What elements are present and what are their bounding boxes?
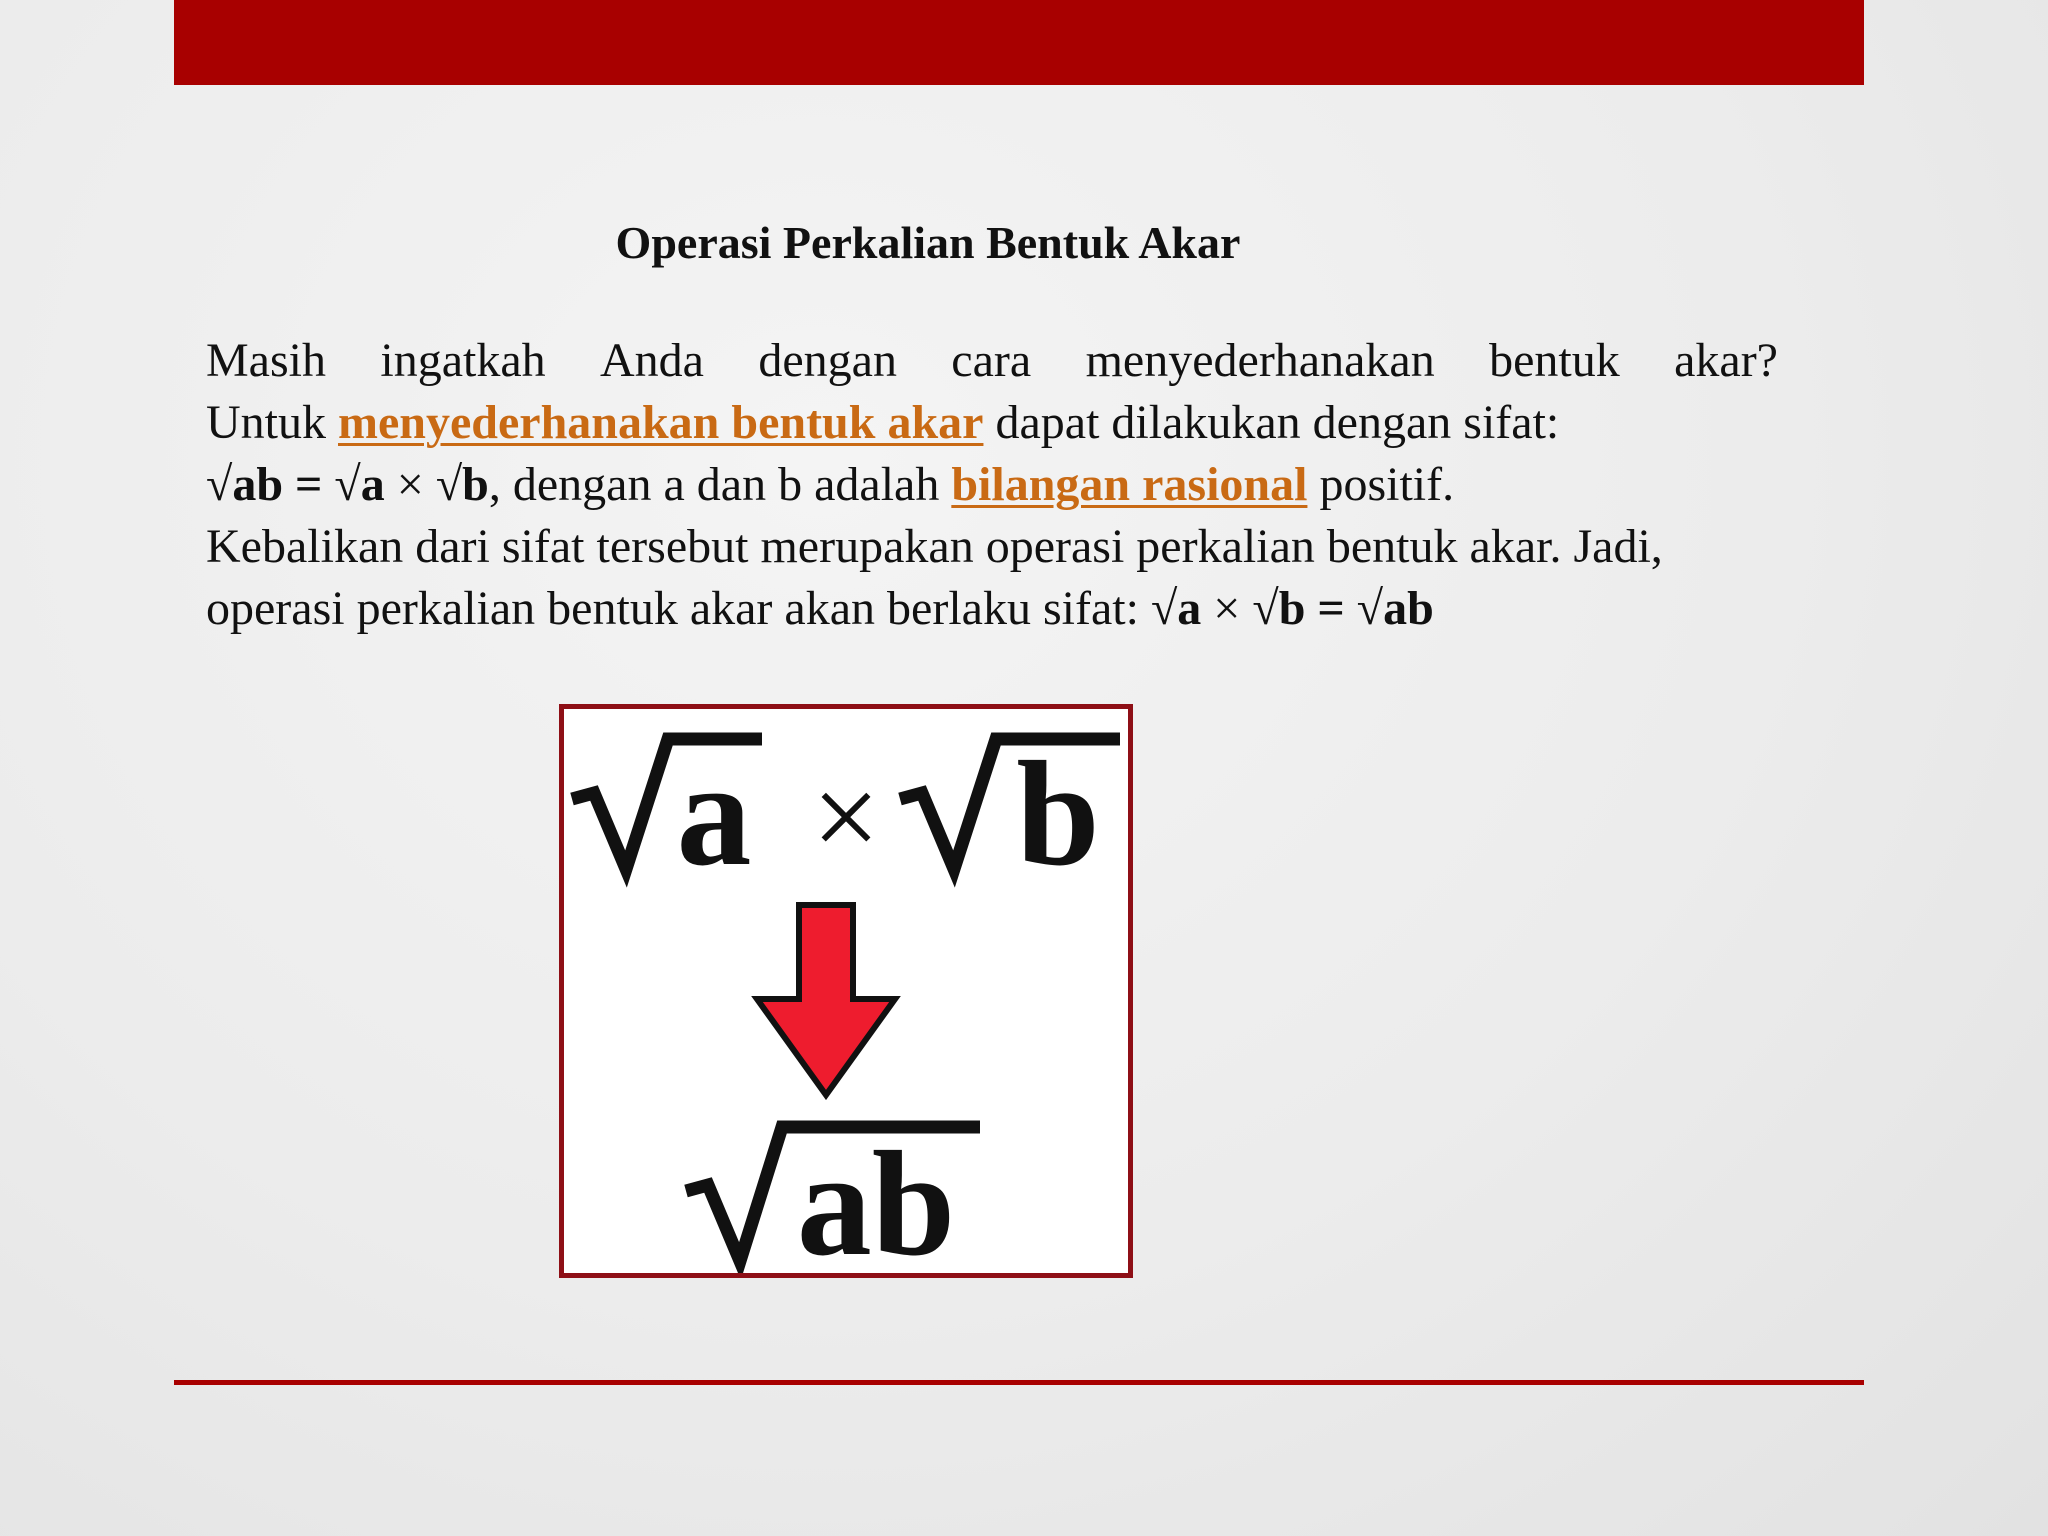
- paragraph-line-4: Kebalikan dari sifat tersebut merupakan operasi perkalian bentuk akar. Jadi,: [206, 520, 1663, 573]
- word: ingatkah: [380, 334, 546, 387]
- formula-diagram-svg: [564, 709, 1128, 1273]
- paragraph-line-1: [206, 330, 1778, 392]
- word: dengan: [758, 334, 897, 387]
- word: akar?: [1674, 334, 1778, 387]
- text: operasi perkalian bentuk akar akan berlaku sifat:: [206, 582, 1151, 635]
- times-symbol: ×: [1201, 582, 1253, 635]
- paragraph-line-3: [206, 454, 1778, 516]
- radicand-b: b: [1016, 731, 1100, 897]
- footer-rule: [174, 1380, 1864, 1385]
- down-arrow-icon: [757, 905, 895, 1095]
- paragraph-line-2: [206, 392, 1778, 454]
- body-paragraph: [206, 330, 1778, 640]
- text: dapat dilakukan dengan sifat:: [983, 396, 1560, 449]
- link-menyederhanakan-bentuk-akar[interactable]: menyederhanakan bentuk akar: [338, 396, 984, 449]
- formula-diagram: [559, 704, 1133, 1278]
- word: Masih: [206, 334, 326, 387]
- multiply-operator: ×: [812, 750, 880, 883]
- paragraph-line-5: [206, 578, 1778, 640]
- text: Untuk: [206, 396, 338, 449]
- word: Anda: [600, 334, 704, 387]
- radicand-ab: ab: [796, 1121, 956, 1273]
- radicand-a: a: [676, 731, 752, 897]
- header-bar: [174, 0, 1864, 85]
- text: positif.: [1307, 458, 1455, 511]
- formula-text: √ab = √a: [206, 458, 385, 511]
- text: , dengan a dan b adalah: [488, 458, 952, 511]
- slide-title: Operasi Perkalian Bentuk Akar: [615, 217, 1241, 268]
- formula-text: √b: [435, 458, 489, 511]
- link-bilangan-rasional[interactable]: bilangan rasional: [951, 458, 1308, 511]
- formula-text: √a: [1150, 582, 1202, 635]
- word: bentuk: [1489, 334, 1620, 387]
- formula-text: √b = √ab: [1252, 582, 1434, 635]
- word: cara: [951, 334, 1032, 387]
- word: menyederhanakan: [1085, 334, 1435, 387]
- times-symbol: ×: [384, 458, 436, 511]
